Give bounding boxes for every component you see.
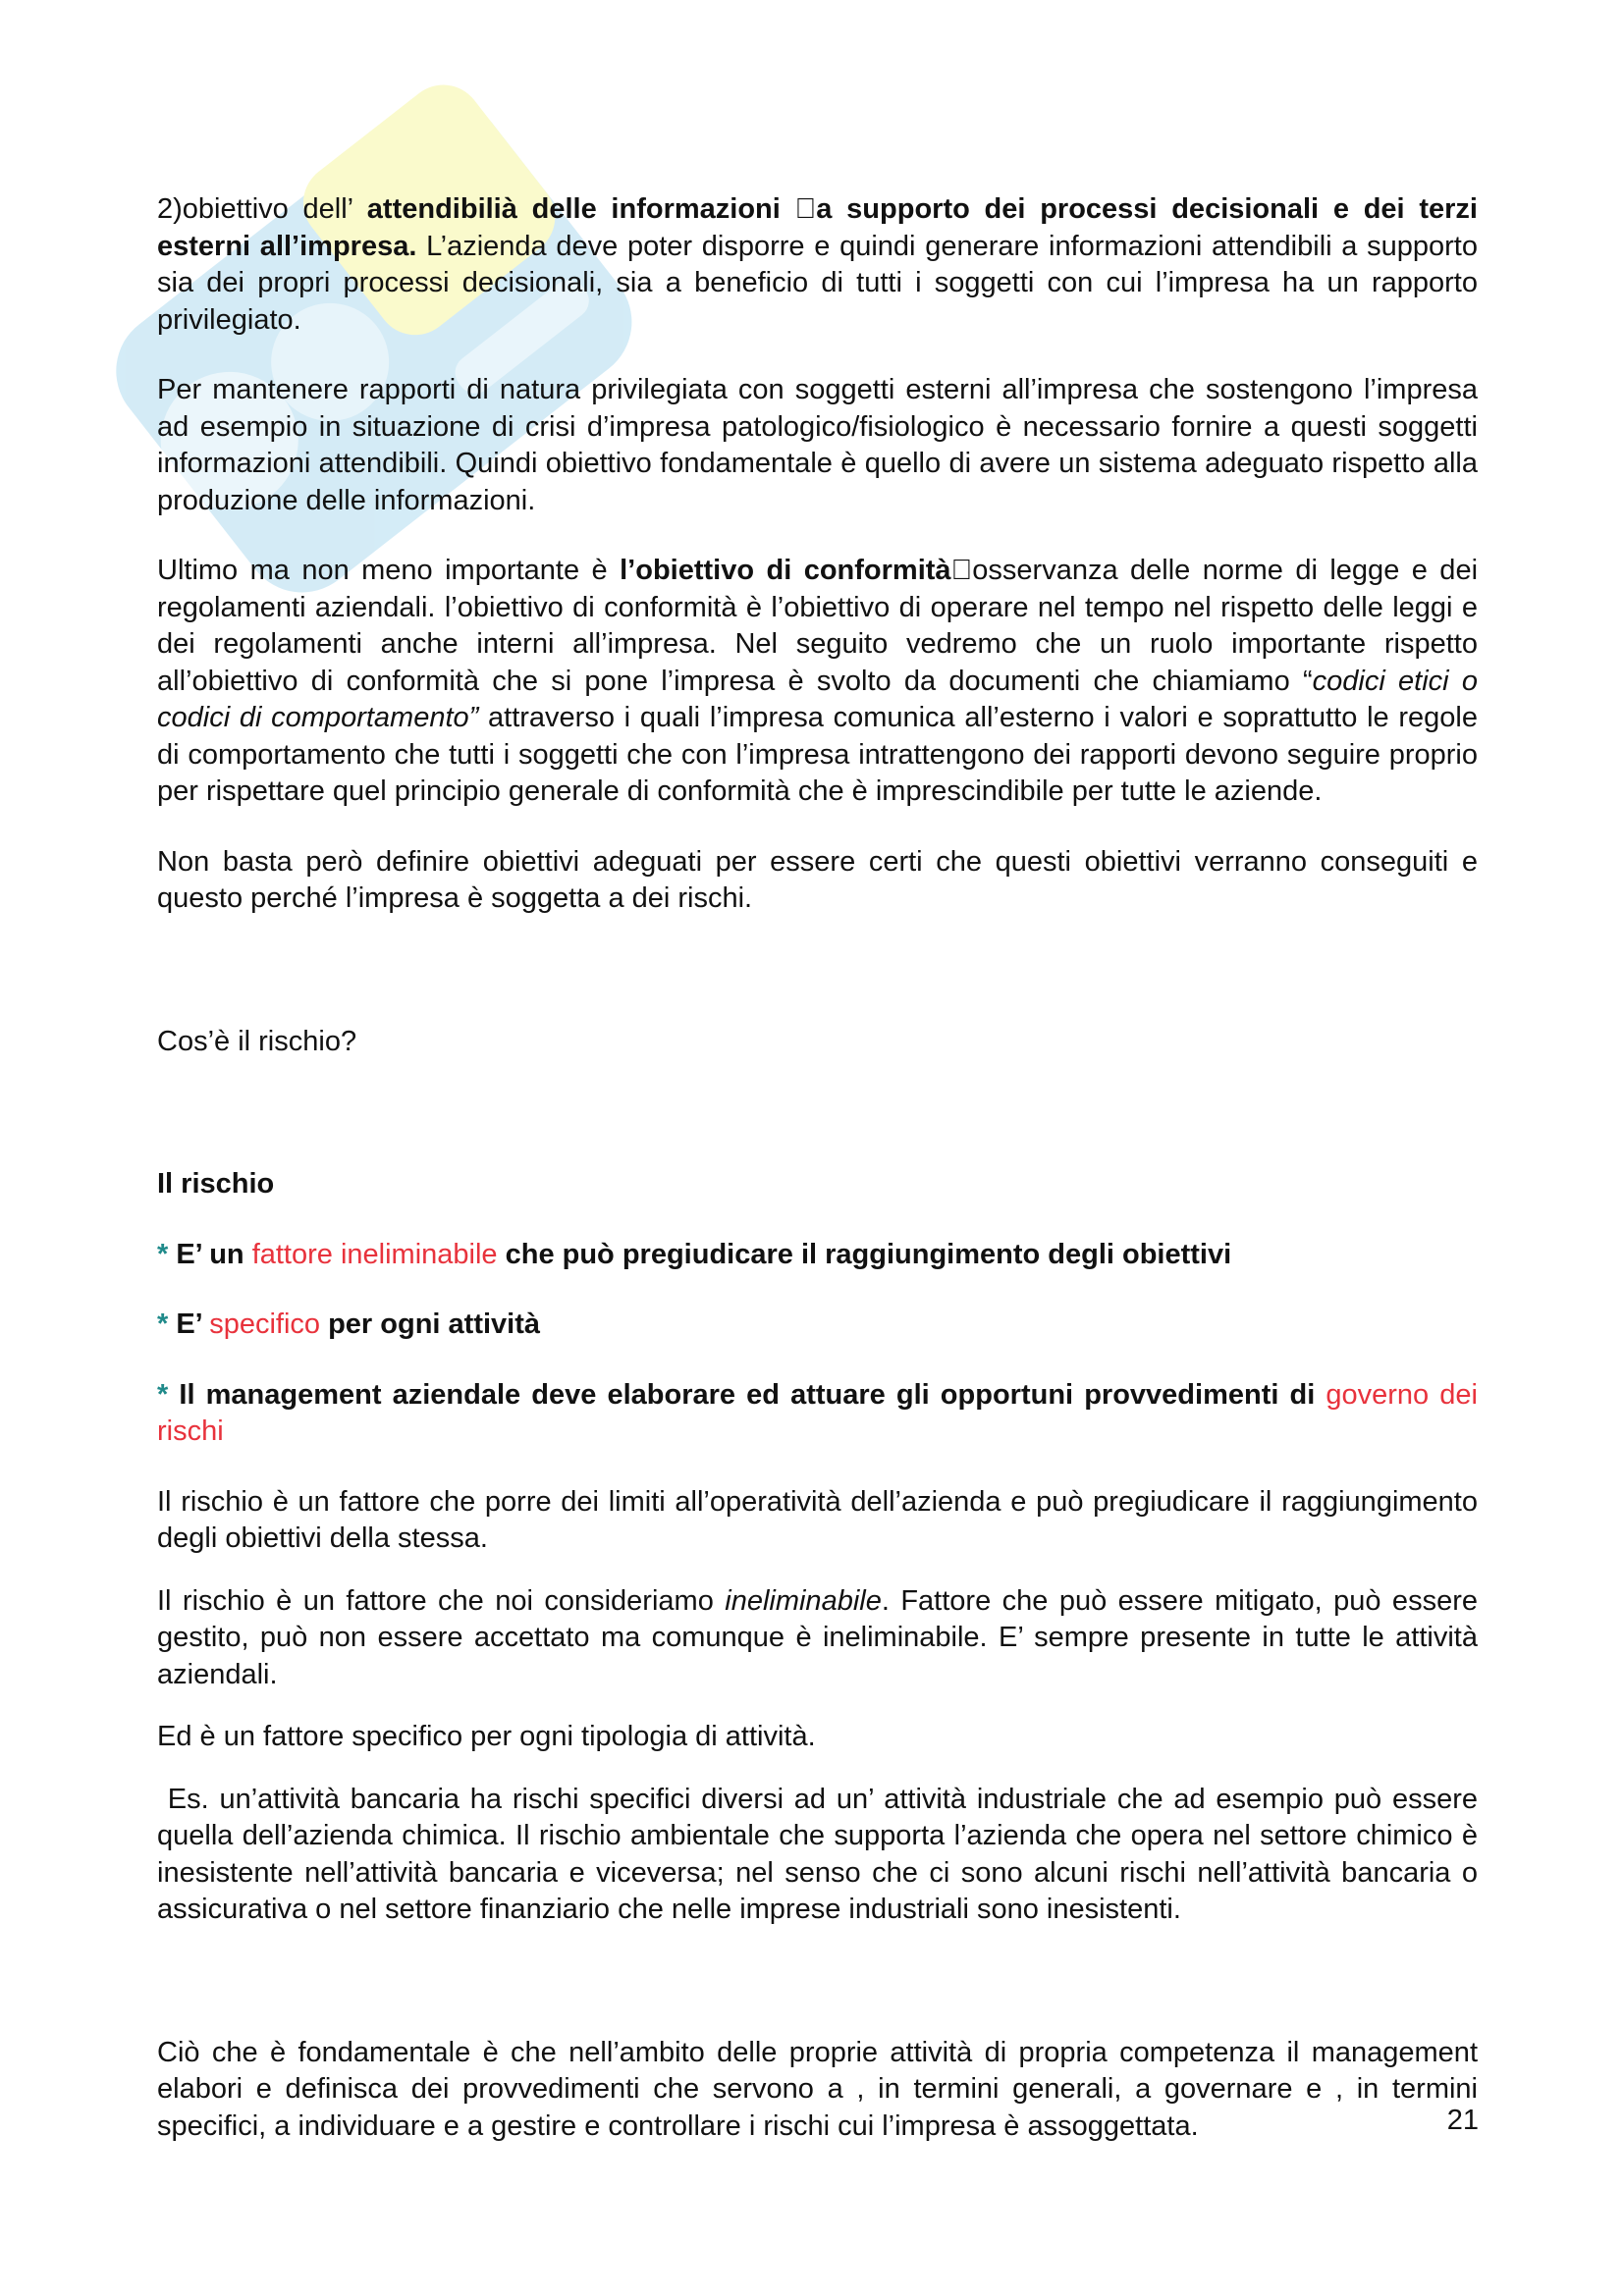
paragraph-specifico: Ed è un fattore specifico per ogni tipologia di attività. bbox=[157, 1721, 816, 1752]
paragraph-conformita: Ultimo ma non meno importante è l’obiettivo di conformità osservanza delle norme di legge e dei regolamenti aziendali. l’obiettivo di conformità è l’obiettivo di operare nel tempo nel rispetto delle leggi e dei regolamenti anche interni all’impresa. Nel seguito vedremo che un ruolo importante rispetto all’obiettivo di conformità che si pone l’impresa è svolto da documenti che chiamiamo “codici etici o codici di comportamento” attraverso i quali l’impresa comunica all’esterno i valori e soprattutto le regole di comportamento che tutti i soggetti che con l’impresa intrattengono dei rapporti devono seguire proprio per rispettare quel principio generale di conformità che è imprescindibile per tutte le aziende. bbox=[157, 555, 1479, 807]
paragraph-rischi-intro: Non basta però definire obiettivi adeguati per essere certi che questi obiettivi verranno conseguiti e questo perché l’impresa è soggetta a dei rischi. bbox=[157, 845, 1478, 914]
question-rischio: Cos’è il rischio? bbox=[157, 1025, 357, 1057]
bullet-star: * bbox=[157, 1378, 180, 1411]
bullet-star: * bbox=[157, 1308, 177, 1340]
paragraph-rapporti: Per mantenere rapporti di natura privilegiata con soggetti esterni all’impresa che sostengono l’impresa ad esempio in situazione di crisi d’impresa patologico/fisiologico è necessario fornire a questi soggetti informazioni attendibili. Quindi obiettivo fondamentale è quello di avere un sistema adeguato rispetto alla produzione delle informazioni. bbox=[157, 374, 1478, 516]
bullet-governo: * Il management aziendale deve elaborare ed attuare gli opportuni provvedimenti di governo dei rischi bbox=[157, 1378, 1478, 1447]
paragraph-management: Ciò che è fondamentale è che nell’ambito delle proprie attività di propria competenza il management elabori e definisca dei provvedimenti che servono a , in termini generali, a governare e , in termini specifici, a individuare e a gestire e controllare i rischi cui l’impresa è assoggettata. bbox=[157, 2036, 1478, 2142]
paragraph-limiti: Il rischio è un fattore che porre dei limiti all’operatività dell’azienda e può pregiudicare il raggiungimento degli obiettivi della stessa. bbox=[157, 1485, 1478, 1554]
bullet-ineliminabile: * E’ un fattore ineliminabile che può pregiudicare il raggiungimento degli obiettivi bbox=[157, 1238, 1232, 1270]
paragraph-ineliminabile: Il rischio è un fattore che noi consideriamo ineliminabile. Fattore che può essere mitigato, può essere gestito, può non essere accettato ma comunque è ineliminabile. E’ sempre presente in tutte le attività aziendali. bbox=[157, 1584, 1478, 1690]
paragraph-esempio: Es. un’attività bancaria ha rischi specifici diversi ad un’ attività industriale che ad esempio può essere quella dell’azienda chimica. Il rischio ambientale che supporta l’azienda che opera nel settore chimico è inesistente nell’attività bancaria e viceversa; nel senso che ci sono alcuni rischi nell’attività bancaria o assicurativa o nel settore finanziario che nelle imprese industriali sono inesistenti. bbox=[157, 1783, 1487, 1925]
page-number: 21 bbox=[1446, 2105, 1479, 2136]
document-body bbox=[157, 191, 1487, 2145]
paragraph-attendibilita: 2)obiettivo dell’ attendibilià delle informazioni a supporto dei processi decisionali e dei terzi esterni all’impresa. L’azienda deve poter disporre e quindi generare informazioni attendibili a supporto sia dei propri processi decisionali, sia a beneficio di tutti i soggetti con cui l’impresa ha un rapporto privilegiato. bbox=[157, 193, 1478, 336]
bullet-specifico: * E’ specifico per ogni attività bbox=[157, 1308, 541, 1340]
section-heading: Il rischio bbox=[157, 1168, 275, 1200]
bullet-star: * bbox=[157, 1238, 177, 1270]
